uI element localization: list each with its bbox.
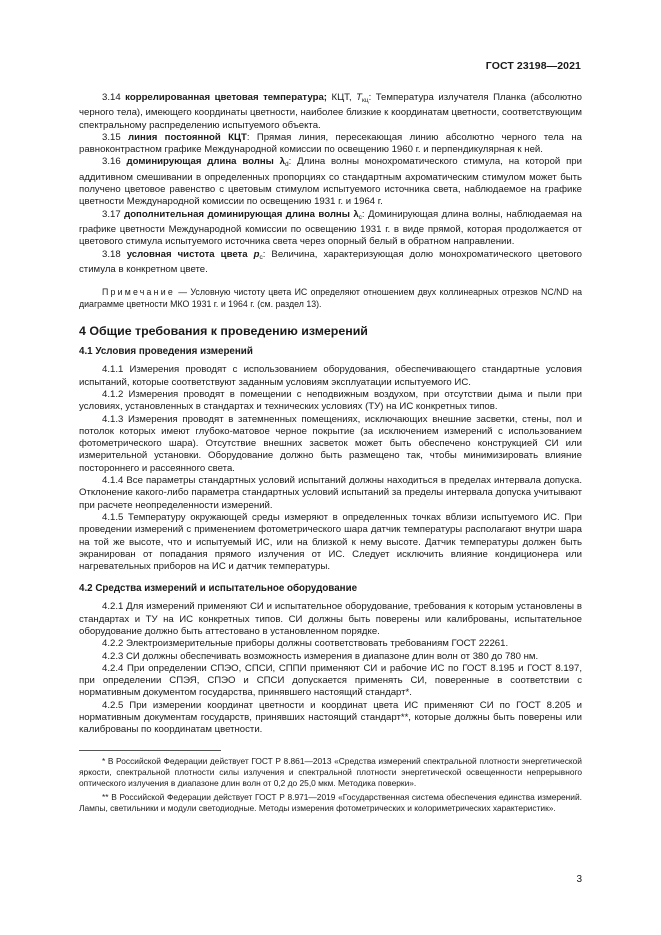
definition-term: дополнительная доминирующая длина волны	[124, 208, 350, 220]
definition-symbol: λ	[273, 156, 285, 168]
definition-number: 3.14	[102, 92, 126, 103]
definition-3-14	[79, 92, 582, 132]
definition-number: 3.18	[102, 248, 127, 260]
page-number: 3	[576, 874, 582, 885]
definition-number: 3.15	[102, 131, 129, 143]
definition-3-16	[79, 156, 582, 208]
note	[79, 287, 582, 310]
definition-term: условная чистота цвета	[126, 248, 248, 260]
definition-text: : Длина волны монохроматического стимула, на которой при аддитивном смешивании в определенных пропорциях со стандартным ахроматическим стимулом может быть получено цветовое равенство с цветовым стимулом испытуемого источника света, наблюдаемое на графике цветности Международной комиссии по освещению 1931 г. и 1964 г.	[79, 156, 583, 208]
paragraph-4-1-5: 4.1.5 Температуру окружающей среды измеряют в определенных точках вблизи испытуемого ИС. При проведении измерений с применением фотометрического шара датчик температуры располагают внутри шара на той же высоте, что и испытуемый ИС, или на близкой к нему высоте. Датчик температуры должен быть экранирован от попадания прямого излучения от ИС. Следует исключить влияние кондиционера или нагревательных приборов на ИС и датчик температуры.	[79, 511, 582, 573]
paragraph-4-2-3: 4.2.3 СИ должны обеспечивать возможность измерения в диапазоне длин волн от 380 до 780 нм.	[102, 650, 539, 662]
paragraph-4-2-2: 4.2.2 Электроизмерительные приборы должны соответствовать требованиям ГОСТ 22261.	[102, 638, 509, 650]
definition-text: : Доминирующая длина волны, наблюдаемая на графике цветности Международной комиссии по освещению 1931 г. в виде прямой, которая продолжается от цветового стимула испытуемого источника света через опорный белый в обратном направлении.	[79, 208, 582, 248]
definition-symbol: λ	[349, 208, 359, 220]
definition-symbol: p	[247, 248, 260, 260]
definition-subscript: c	[358, 213, 362, 221]
paragraph-4-2-5: 4.2.5 При измерении координат цветности и координат цвета ИС применяют СИ по ГОСТ 8.205 и нормативным документам государств, принявших настоящий стандарт**, которые должны быть поверены или калиброваны по координатам цветности.	[79, 699, 582, 736]
definition-3-18	[79, 249, 582, 277]
paragraph-4-1-4: 4.1.4 Все параметры стандартных условий испытаний должны находиться в пределах интервала допуска. Отклонение какого-либо параметра стандартных условий испытаний за пределы интервала допуска учитывают при расчете неопределенности измерений.	[79, 475, 582, 511]
definition-number: 3.16	[102, 156, 127, 168]
section-4-heading: 4 Общие требования к проведению измерений	[79, 324, 368, 339]
paragraph-4-1-1: 4.1.1 Измерения проводят с использованием оборудования, обеспечивающего стандартные условия испытаний, которые соответствуют заданным условиям эксплуатации испытуемого ИС.	[79, 364, 582, 388]
paragraph-4-1-2: 4.1.2 Измерения проводят в помещении с неподвижным воздухом, при отсутствии дыма и пыли при условиях, установленных в стандартах и технических условиях (ТУ) на ИС конкретных типов.	[79, 388, 582, 413]
paragraph-4-2-1: 4.2.1 Для измерений применяют СИ и испытательное оборудование, требования к которым установлены в стандартах и ТУ на ИС конкретных типов. СИ должны быть поверены или калиброваны, испытательное оборудование должно быть аттестовано в установленном порядке.	[79, 601, 582, 637]
footnote-divider	[79, 750, 221, 751]
definition-abbreviation: КЦТ,	[326, 92, 357, 103]
subsection-4-1-heading: 4.1 Условия проведения измерений	[79, 346, 253, 358]
main-text	[79, 92, 582, 737]
paragraph-4-2-4: 4.2.4 При определении СПЭО, СПСИ, СППИ применяют СИ и рабочие ИС по ГОСТ 8.195 и ГОСТ 8.197, при определении СПЭЯ, СПЭО и СПСИ допускается применять СИ, поверенные в соответствии с нормативным документом государства, принявшего настоящий стандарт*.	[79, 662, 582, 699]
document-code: ГОСТ 23198—2021	[485, 60, 581, 72]
footnote-2: ** В Российской Федерации действует ГОСТ Р 8.971—2019 «Государственная система обеспечения единства измерений. Лампы, светильники и модули светодиодные. Методы измерения фотометрических и колориметрических характеристик».	[79, 791, 582, 813]
definition-subscript: кц	[362, 97, 369, 104]
definition-subscript: c	[259, 253, 263, 261]
definition-text: : Величина, характеризующая долю монохроматического цветового стимула в конкретном цвете.	[79, 248, 582, 275]
footnote-1: * В Российской Федерации действует ГОСТ Р 8.861—2013 «Средства измерений спектральной плотности энергетической яркости, спектральной плотности силы излучения и спектральной плотности энергетической освещенности непрерывного оптического излучения в диапазоне длин волн от 0,2 до 25,0 мкм. Методика поверки».	[79, 756, 582, 789]
definition-symbol: T	[356, 92, 362, 103]
note-label: Примечание	[102, 287, 175, 298]
definition-text: : Прямая линия, пересекающая линию абсолютно черного тела на равноконтрастном графике Международной комиссии по освещению 1960 г. и перпендикулярная к ней.	[79, 131, 582, 156]
definition-3-17	[79, 209, 582, 249]
definition-subscript: d	[285, 161, 289, 169]
footnotes	[79, 756, 582, 816]
subsection-4-2-heading: 4.2 Средства измерений и испытательное оборудование	[79, 583, 358, 595]
note-text: — Условную чистоту цвета ИС определяют отношением двух коллинеарных отрезков NC/ND на диаграмме цветности МКО 1931 г. и 1964 г. (см. раздел 13).	[79, 287, 582, 309]
definition-text: : Температура излучателя Планка (абсолютно черного тела), имеющего координаты цветности, наиболее близкие к координатам цветности, соответствующим спектральному распределению испытуемого объекта.	[79, 92, 583, 131]
definition-3-15	[79, 132, 582, 157]
definition-term: линия постоянной КЦТ	[128, 131, 247, 143]
definition-term: доминирующая длина волны	[126, 156, 274, 168]
definition-number: 3.17	[102, 208, 125, 220]
definition-term: коррелированная цветовая температура;	[125, 92, 327, 103]
paragraph-4-1-3: 4.1.3 Измерения проводят в затемненных помещениях, исключающих внешние засветки, стены, пол и потолок которых имеют глубоко-матовое черное покрытие (за исключением измерений с использованием фотометрического шара). Отсутствие внешних засветок может быть обеспечено конструкцией СИ или измерительной установки. Оборудование должно быть размещено так, чтобы минимизировать влияние постороннего и рассеянного света.	[79, 413, 582, 474]
